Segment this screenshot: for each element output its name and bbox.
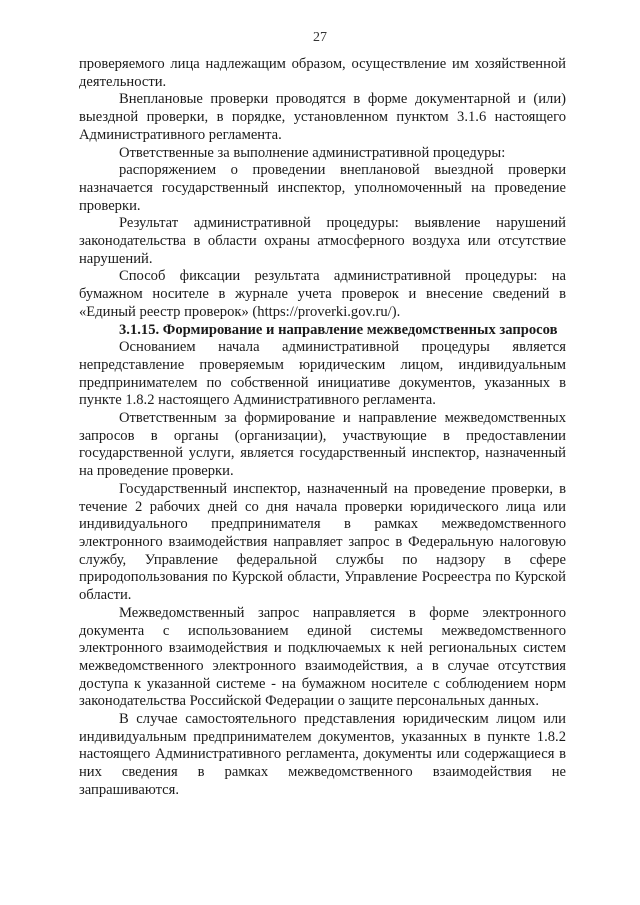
paragraph-electronic-request: Межведомственный запрос направляется в форме электронного документа с использованием единой системы межведомственного электронного взаимодействия и подключаемых к ней региональных систем межведомственного электронного взаимодействия, а в случае отсутствия доступа к указанной системе - на бумажном носителе с соблюдением норм законодательства Российской Федерации о защите персональных данных. — [79, 604, 566, 710]
paragraph-result-fixation: Способ фиксации результата административной процедуры: на бумажном носителе в журнале учета проверок и внесение сведений в «Единый реестр проверок» (https://proverki.gov.ru/). — [79, 268, 566, 320]
document-body — [79, 56, 566, 800]
paragraph-inspector-request: Государственный инспектор, назначенный на проведение проверки, в течение 2 рабочих дней со дня начала проверки юридического лица или индивидуального предпринимателя в рамках межведомственного электронного взаимодействия направляет запрос в Федеральную налоговую службу, Управление федеральной службы по надзору в сфере природопользования по Курской области, Управление Росреестра по Курской области. — [79, 480, 566, 604]
paragraph-unscheduled-inspections: Внеплановые проверки проводятся в форме документарной и (или) выездной проверки, в порядке, установленном пунктом 3.1.6 настоящего Административного регламента. — [79, 91, 566, 143]
page-number: 27 — [313, 30, 327, 45]
paragraph-responsible-heading: Ответственные за выполнение административной процедуры: — [119, 144, 506, 161]
paragraph-procedure-basis: Основанием начала административной процедуры является непредставление проверяемым юридическим лицом, индивидуальным предпринимателем по собственной инициативе документов, указанных в пункте 1.8.2 настоящего Административного регламента. — [79, 339, 566, 409]
paragraph-requests-responsible: Ответственным за формирование и направление межведомственных запросов в органы (организации), участвующие в предоставлении государственной услуги, является государственный инспектор, назначенный на проведение проверки. — [79, 410, 566, 480]
section-heading-3-1-15: 3.1.15. Формирование и направление межведомственных запросов — [119, 321, 558, 338]
paragraph-continuation: проверяемого лица надлежащим образом, осуществление им хозяйственной деятельности. — [79, 56, 566, 90]
paragraph-order-appointment: распоряжением о проведении внеплановой выездной проверки назначается государственный инспектор, уполномоченный на проведение проверки. — [79, 162, 566, 214]
paragraph-self-submission: В случае самостоятельного представления юридическим лицом или индивидуальным предпринимателем документов, указанных в пункте 1.8.2 настоящего Административного регламента, документы или содержащиеся в них сведения в рамках межведомственного взаимодействия не запрашиваются. — [79, 711, 566, 798]
paragraph-procedure-result: Результат административной процедуры: выявление нарушений законодательства в области охраны атмосферного воздуха или отсутствие нарушений. — [79, 215, 566, 267]
